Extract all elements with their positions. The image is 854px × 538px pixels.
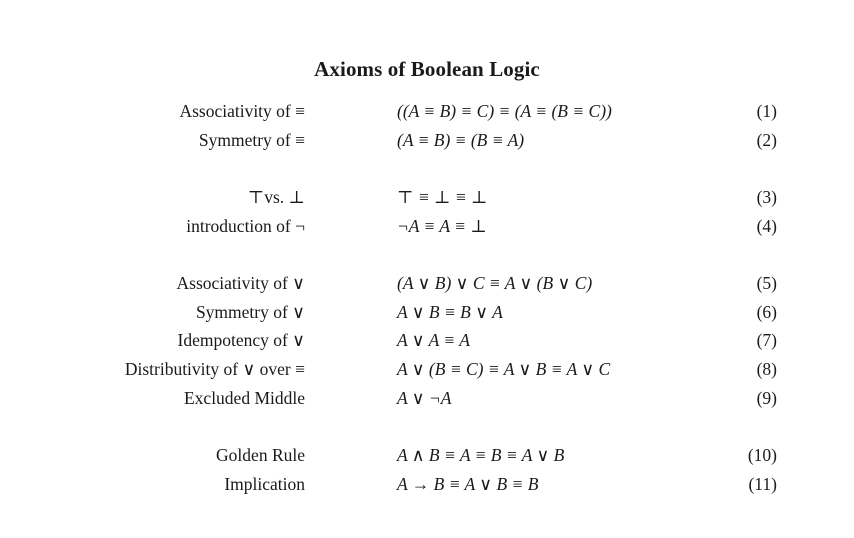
equation-number: (1) bbox=[756, 101, 777, 121]
axiom-name: Golden Rule bbox=[216, 445, 305, 465]
equation-number: (3) bbox=[756, 187, 777, 207]
axiom-row bbox=[0, 270, 854, 296]
axiom-row bbox=[0, 213, 854, 239]
axiom-row bbox=[0, 442, 854, 468]
axiom-name: Associativity of ∨ bbox=[176, 273, 305, 293]
axiom-formula: (A ≡ B) ≡ (B ≡ A) bbox=[397, 130, 525, 150]
axiom-row bbox=[0, 356, 854, 382]
page-title: Axioms of Boolean Logic bbox=[314, 57, 540, 81]
equation-number: (11) bbox=[748, 474, 777, 494]
equation-number: (6) bbox=[756, 302, 777, 322]
axiom-row bbox=[0, 127, 854, 153]
axiom-name: Symmetry of ≡ bbox=[198, 130, 305, 150]
axiom-formula: A ∨ A ≡ A bbox=[397, 330, 470, 350]
equation-number: (5) bbox=[756, 273, 777, 293]
axiom-name: Idempotency of ∨ bbox=[177, 330, 305, 350]
equation-number: (2) bbox=[756, 130, 777, 150]
axiom-formula: A ∧ B ≡ A ≡ B ≡ A ∨ B bbox=[397, 445, 565, 465]
axiom-name: Symmetry of ∨ bbox=[195, 302, 305, 322]
axiom-name: Implication bbox=[224, 474, 305, 494]
axiom-name: introduction of ¬ bbox=[186, 216, 305, 236]
axiom-row bbox=[0, 299, 854, 325]
axiom-formula: A ∨ B ≡ B ∨ A bbox=[397, 302, 503, 322]
axiom-formula: A ∨ ¬A bbox=[397, 388, 452, 408]
axiom-row bbox=[0, 471, 854, 497]
axiom-row bbox=[0, 184, 854, 210]
axiom-name: Distributivity of ∨ over ≡ bbox=[124, 359, 305, 379]
axiom-row bbox=[0, 327, 854, 353]
axiom-row bbox=[0, 385, 854, 411]
equation-number: (4) bbox=[756, 216, 777, 236]
equation-number: (9) bbox=[756, 388, 777, 408]
axiom-row bbox=[0, 98, 854, 124]
equation-number: (8) bbox=[756, 359, 777, 379]
equation-number: (10) bbox=[747, 445, 777, 465]
equation-number: (7) bbox=[756, 330, 777, 350]
axiom-formula: ¬A ≡ A ≡ ⊥ bbox=[397, 216, 487, 236]
axiom-formula: A → B ≡ A ∨ B ≡ B bbox=[397, 474, 539, 494]
axiom-name: ⊤vs. ⊥ bbox=[247, 187, 305, 207]
axiom-formula: A ∨ (B ≡ C) ≡ A ∨ B ≡ A ∨ C bbox=[397, 359, 611, 379]
axiom-formula: ⊤ ≡ ⊥ ≡ ⊥ bbox=[397, 187, 488, 207]
axiom-formula: ((A ≡ B) ≡ C) ≡ (A ≡ (B ≡ C)) bbox=[397, 101, 612, 121]
axiom-name: Excluded Middle bbox=[183, 388, 305, 408]
axiom-name: Associativity of ≡ bbox=[179, 101, 305, 121]
axiom-formula: (A ∨ B) ∨ C ≡ A ∨ (B ∨ C) bbox=[397, 273, 593, 293]
